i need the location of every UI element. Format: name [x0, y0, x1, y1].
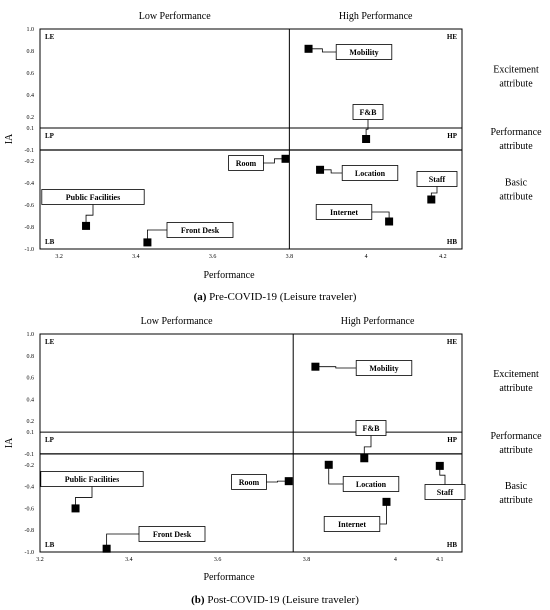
y-tick-label: 0.4: [26, 93, 34, 99]
data-point-marker: [385, 218, 393, 226]
point-label: Mobility: [369, 364, 399, 373]
y-tick-label: 0.6: [26, 71, 34, 77]
point-label: Mobility: [349, 48, 379, 57]
zone-label-he: HE: [446, 33, 457, 41]
y-tick-label: 0.2: [26, 419, 34, 426]
y-tick-label: -0.1: [24, 148, 34, 154]
y-tick-label: 0.1: [26, 430, 34, 437]
y-tick-label: -0.2: [24, 159, 34, 165]
figure-caption: [194, 291, 357, 303]
chart-panel-a: [4, 11, 542, 303]
point-label: Staff: [436, 488, 454, 497]
point-label: Front Desk: [180, 226, 220, 235]
y-tick-label: 1.0: [26, 332, 34, 338]
point-label: Location: [355, 480, 387, 489]
zone-label-hb: HB: [446, 238, 457, 246]
y-tick-label: -0.6: [24, 203, 34, 209]
data-point-marker: [143, 238, 151, 246]
x-tick-label: 4: [393, 557, 397, 563]
zone-label-lb: LB: [45, 541, 55, 549]
column-header-high: High Performance: [340, 316, 415, 327]
x-axis-label: Performance: [203, 270, 255, 281]
y-tick-label: -1.0: [24, 550, 34, 556]
x-tick-label: 3.6: [213, 557, 222, 563]
point-label: Public Facilities: [65, 193, 121, 202]
zone-label-he: HE: [446, 338, 457, 346]
x-tick-label: 3.8: [285, 254, 294, 260]
zone-label-lp: LP: [45, 436, 54, 445]
zone-label-le: LE: [45, 33, 55, 41]
x-tick-label: 4: [364, 254, 368, 260]
data-point-marker: [285, 477, 293, 485]
row-label-performance: attribute: [499, 141, 533, 152]
y-tick-label: -0.8: [24, 225, 34, 231]
y-tick-label: -0.6: [24, 506, 34, 513]
plot-frame: [40, 29, 462, 249]
point-label: Internet: [338, 520, 366, 529]
figure-caption: [191, 594, 359, 606]
y-tick-label: -0.2: [24, 462, 34, 469]
point-label: Staff: [428, 175, 446, 184]
point-label: F&B: [359, 108, 377, 117]
data-point-marker: [427, 196, 435, 204]
data-point-marker: [316, 166, 324, 174]
x-tick-label: 3.8: [302, 557, 311, 563]
data-point-marker: [436, 462, 444, 470]
data-point-marker: [325, 461, 333, 469]
row-label-basic: attribute: [499, 494, 533, 506]
zone-label-hb: HB: [446, 541, 457, 549]
y-tick-label: -0.8: [24, 528, 34, 535]
zone-label-hp: HP: [447, 436, 457, 445]
zone-label-lb: LB: [45, 238, 55, 246]
x-axis-label: Performance: [203, 572, 255, 583]
y-tick-label: 0.8: [26, 49, 34, 55]
data-point-marker: [382, 498, 390, 506]
data-point-marker: [362, 135, 370, 143]
point-label: Internet: [330, 208, 358, 217]
row-label-excitement: attribute: [499, 383, 533, 395]
point-label: Room: [238, 478, 260, 487]
row-label-basic: Basic: [504, 480, 528, 492]
data-point-marker: [82, 222, 90, 230]
data-point-marker: [311, 363, 319, 371]
zone-label-lp: LP: [45, 132, 54, 140]
x-tick-label: 3.2: [55, 254, 63, 260]
y-tick-label: 0.1: [26, 126, 34, 132]
point-label: Location: [354, 169, 386, 178]
caption-text: Post-COVID-19 (Leisure traveler): [204, 594, 359, 606]
y-tick-label: -0.4: [24, 484, 34, 491]
data-point-marker: [305, 45, 313, 53]
y-tick-label: 0.4: [26, 397, 34, 404]
column-header-low: Low Performance: [140, 316, 213, 327]
column-header-high: High Performance: [338, 11, 413, 22]
zone-label-hp: HP: [447, 132, 457, 140]
data-point-marker: [103, 545, 111, 553]
chart-panel-b: [4, 316, 542, 606]
y-tick-label: -0.4: [24, 181, 34, 187]
row-label-excitement: attribute: [499, 78, 533, 90]
x-tick-label: 3.4: [132, 254, 140, 260]
row-label-basic: Basic: [504, 177, 528, 189]
caption-text: Pre-COVID-19 (Leisure traveler): [206, 291, 357, 303]
row-label-performance: Performance: [490, 127, 542, 138]
zone-label-le: LE: [45, 338, 55, 346]
x-tick-label: 4.2: [439, 254, 447, 260]
y-axis-label: IA: [4, 133, 15, 145]
y-axis-label: IA: [4, 437, 15, 449]
x-tick-label: 3.4: [125, 557, 133, 563]
point-label: Front Desk: [152, 530, 192, 539]
data-point-marker: [282, 155, 290, 163]
y-tick-label: -1.0: [24, 247, 34, 253]
point-connector: [309, 49, 337, 52]
row-label-basic: attribute: [499, 191, 533, 203]
x-tick-label: 3.2: [36, 557, 44, 563]
row-label-performance: Performance: [490, 431, 542, 442]
row-label-excitement: Excitement: [493, 369, 539, 381]
data-point-marker: [360, 454, 368, 462]
point-label: Room: [235, 159, 257, 168]
point-label: F&B: [362, 424, 380, 433]
data-point-marker: [72, 504, 80, 512]
row-label-performance: attribute: [499, 445, 533, 456]
column-header-low: Low Performance: [138, 11, 211, 22]
y-tick-label: -0.1: [24, 451, 34, 458]
x-tick-label: 3.6: [208, 254, 217, 260]
y-tick-label: 0.8: [26, 353, 34, 360]
y-tick-label: 1.0: [26, 27, 34, 33]
y-tick-label: 0.2: [26, 115, 34, 121]
row-label-excitement: Excitement: [493, 64, 539, 76]
y-tick-label: 0.6: [26, 375, 34, 382]
point-connector: [107, 534, 139, 549]
caption-letter: (a): [193, 291, 207, 303]
x-tick-label: 4.1: [436, 557, 444, 563]
point-label: Public Facilities: [64, 475, 120, 484]
point-connector: [315, 367, 356, 368]
caption-letter: (b): [191, 594, 205, 606]
